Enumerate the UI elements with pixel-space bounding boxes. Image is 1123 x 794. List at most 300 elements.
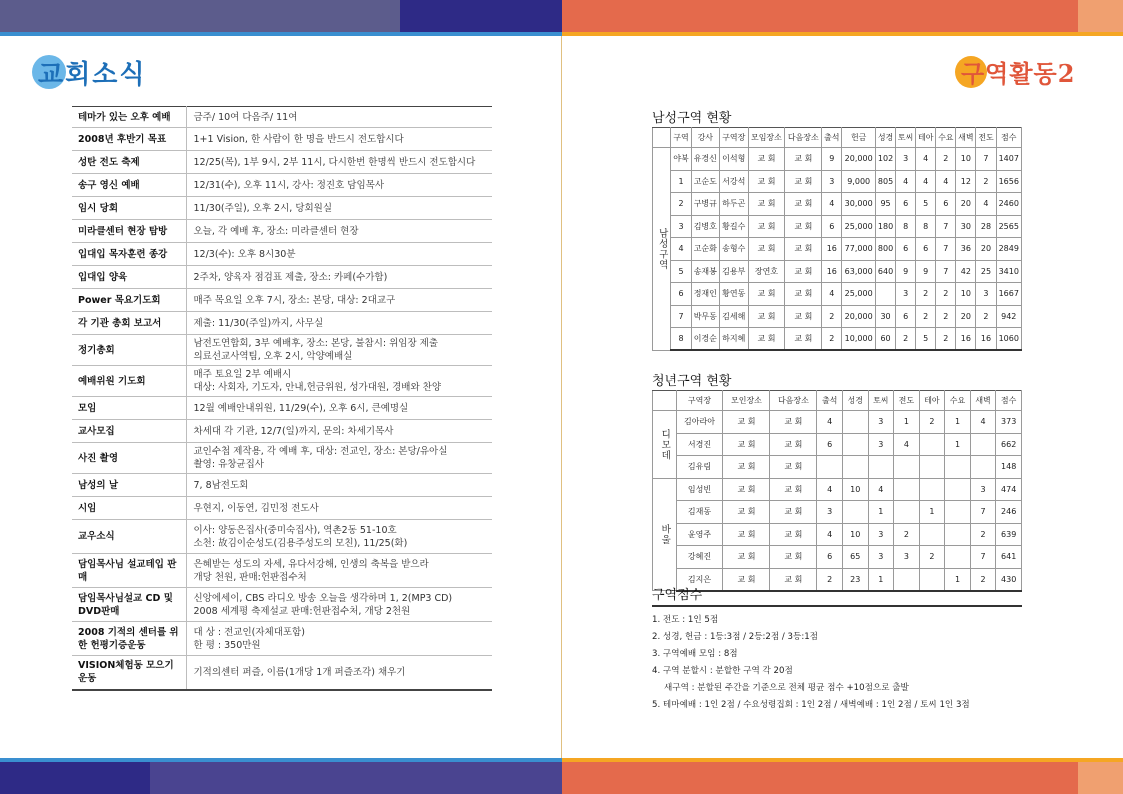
male-cell: 8 <box>671 328 691 351</box>
male-cell: 20 <box>976 238 996 261</box>
male-district-title: 남성구역 현황 <box>652 111 732 126</box>
news-detail-line: 매주 토요일 2부 예배시 <box>193 369 292 380</box>
youth-cell: 1 <box>945 411 971 434</box>
district-score-item: 2. 성경, 헌금 : 1등:3점 / 2등:2점 / 3등:1점 <box>652 632 818 642</box>
male-cell: 10,000 <box>842 328 876 351</box>
news-item-detail <box>186 588 492 622</box>
male-cell: 30 <box>956 215 976 238</box>
news-detail-line: 금주/ 10여 다음주/ 11여 <box>193 111 298 123</box>
youth-header-cell: 새벽 <box>970 391 996 411</box>
male-cell: 95 <box>876 193 896 216</box>
bottom-color-band <box>0 762 1123 794</box>
news-item-detail <box>186 220 492 243</box>
youth-cell: 교 회 <box>770 501 817 524</box>
male-group-label: 남성구역 <box>653 148 671 351</box>
male-cell: 하두곤 <box>720 193 748 216</box>
news-item-detail <box>186 312 492 335</box>
male-header-cell: 출석 <box>822 128 842 148</box>
youth-cell: 373 <box>996 411 1022 434</box>
male-cell: 10 <box>956 148 976 171</box>
male-cell: 교 회 <box>785 283 822 306</box>
news-row <box>72 366 492 397</box>
top-orange-stripe <box>562 32 1123 36</box>
youth-district-table <box>652 390 1022 592</box>
news-row <box>72 151 492 174</box>
news-item-label: 입대입 양육 <box>72 266 186 289</box>
news-item-label: 교사모집 <box>72 420 186 443</box>
youth-cell <box>894 568 920 591</box>
news-detail-line: 7, 8남전도회 <box>193 479 249 491</box>
male-cell: 2 <box>822 328 842 351</box>
news-item-detail <box>186 497 492 520</box>
news-row <box>72 443 492 474</box>
youth-cell: 교 회 <box>770 411 817 434</box>
male-header-cell: 수요 <box>936 128 956 148</box>
male-header-cell: 테아 <box>916 128 936 148</box>
youth-cell: 교 회 <box>770 546 817 569</box>
male-cell: 6 <box>671 283 691 306</box>
youth-district-row <box>653 523 1022 546</box>
news-detail-line: 2주차, 양육자 점검표 제출, 장소: 카페(수가합) <box>193 271 388 283</box>
male-cell: 5 <box>916 328 936 351</box>
male-cell: 6 <box>896 305 916 328</box>
news-item-detail <box>186 174 492 197</box>
news-detail-line: 제출: 11/30(주일)까지, 사무실 <box>193 317 324 329</box>
news-row <box>72 107 492 128</box>
male-cell: 7 <box>936 215 956 238</box>
news-item-label: VISION체험동 모으기 운동 <box>72 656 186 690</box>
male-header-cell: 점수 <box>996 128 1022 148</box>
district-activity-title: 구역활동2 <box>961 59 1076 88</box>
youth-cell: 2 <box>919 546 945 569</box>
male-cell: 9 <box>916 260 936 283</box>
news-item-label: 테마가 있는 오후 예배 <box>72 107 186 128</box>
youth-cell <box>970 456 996 479</box>
bottom-blue-stripe <box>0 758 562 762</box>
youth-district-row <box>653 568 1022 591</box>
youth-cell: 교 회 <box>770 456 817 479</box>
youth-cell: 2 <box>817 568 843 591</box>
news-row <box>72 554 492 588</box>
male-cell: 20,000 <box>842 305 876 328</box>
male-cell: 고순화 <box>691 238 719 261</box>
youth-cell: 교 회 <box>723 523 770 546</box>
youth-cell: 3 <box>868 523 894 546</box>
youth-district-row <box>653 433 1022 456</box>
male-cell: 7 <box>671 305 691 328</box>
news-row <box>72 312 492 335</box>
male-district-row <box>653 215 1022 238</box>
youth-header-cell: 토씨 <box>868 391 894 411</box>
male-header-cell: 헌금 <box>842 128 876 148</box>
youth-cell <box>842 501 868 524</box>
male-cell: 고순도 <box>691 170 719 193</box>
news-item-detail <box>186 289 492 312</box>
male-cell: 9 <box>822 148 842 171</box>
youth-cell: 662 <box>996 433 1022 456</box>
youth-cell: 4 <box>817 411 843 434</box>
male-cell: 하지혜 <box>720 328 748 351</box>
male-cell: 7 <box>976 148 996 171</box>
district-score-rule <box>652 605 1022 607</box>
district-score-title: 구역점수 <box>652 588 703 603</box>
male-cell: 4 <box>671 238 691 261</box>
male-cell: 8 <box>896 215 916 238</box>
male-district-row <box>653 170 1022 193</box>
male-cell: 2565 <box>996 215 1022 238</box>
youth-header-cell: 전도 <box>894 391 920 411</box>
news-detail-line: 우현지, 이동연, 김민정 전도사 <box>193 502 319 514</box>
male-cell <box>876 283 896 306</box>
youth-cell: 4 <box>868 478 894 501</box>
news-item-detail <box>186 474 492 497</box>
news-detail-line: 교인수첩 제작용, 각 예배 후, 대상: 전교인, 장소: 본당/유아실 <box>193 446 448 457</box>
male-cell: 4 <box>916 148 936 171</box>
male-cell: 805 <box>876 170 896 193</box>
male-cell: 77,000 <box>842 238 876 261</box>
youth-cell <box>842 433 868 456</box>
male-cell: 4 <box>822 193 842 216</box>
news-item-detail <box>186 656 492 690</box>
youth-cell: 4 <box>970 411 996 434</box>
youth-cell: 강혜진 <box>676 546 723 569</box>
male-cell: 장연호 <box>748 260 785 283</box>
male-cell: 16 <box>976 328 996 351</box>
youth-cell: 김유림 <box>676 456 723 479</box>
news-detail-line: 은혜받는 성도의 자세, 유다서강해, 인생의 축복을 받으라 <box>193 558 429 570</box>
youth-cell: 윤영주 <box>676 523 723 546</box>
youth-cell: 김아라아 <box>676 411 723 434</box>
news-detail-line: 대 상 : 전교인(자체대포함) <box>193 626 305 638</box>
youth-cell: 임성빈 <box>676 478 723 501</box>
youth-cell: 교 회 <box>770 568 817 591</box>
youth-cell: 6 <box>817 546 843 569</box>
news-row <box>72 588 492 622</box>
male-cell: 교 회 <box>785 328 822 351</box>
youth-cell: 641 <box>996 546 1022 569</box>
youth-cell: 1 <box>868 568 894 591</box>
youth-cell: 교 회 <box>723 433 770 456</box>
male-cell: 3 <box>896 148 916 171</box>
youth-cell <box>945 456 971 479</box>
male-cell: 1060 <box>996 328 1022 351</box>
news-detail-line: 차세대 각 기관, 12/7(일)까지, 문의: 차세기목사 <box>193 425 394 437</box>
male-cell: 63,000 <box>842 260 876 283</box>
youth-cell <box>919 523 945 546</box>
district-score-item: 4. 구역 분할시 : 분할한 구역 각 20점 <box>652 666 793 676</box>
male-cell: 7 <box>936 260 956 283</box>
youth-cell: 1 <box>868 501 894 524</box>
male-cell: 교 회 <box>748 305 785 328</box>
youth-cell <box>919 433 945 456</box>
news-item-label: 2008년 후반기 목표 <box>72 128 186 151</box>
male-district-table <box>652 127 1022 351</box>
news-detail-line: 한 평 : 350만원 <box>193 639 261 651</box>
male-cell: 2 <box>976 305 996 328</box>
news-row <box>72 128 492 151</box>
news-item-detail <box>186 443 492 474</box>
youth-cell: 23 <box>842 568 868 591</box>
male-cell: 유경신 <box>691 148 719 171</box>
news-item-label: 2008 기적의 센터를 위한 헌평기증운동 <box>72 622 186 656</box>
youth-cell: 65 <box>842 546 868 569</box>
news-detail-line: 촬영: 유창균집사 <box>193 459 264 470</box>
youth-cell <box>842 456 868 479</box>
youth-header-cell: 구역장 <box>676 391 723 411</box>
male-cell: 3 <box>896 283 916 306</box>
news-detail-line: 기적의센터 퍼즐, 이름(1개당 1개 퍼즐조각) 채우기 <box>193 666 406 678</box>
male-cell: 102 <box>876 148 896 171</box>
male-header-cell: 토씨 <box>896 128 916 148</box>
news-row <box>72 220 492 243</box>
page-spine <box>561 36 562 758</box>
news-item-detail <box>186 622 492 656</box>
news-item-label: 정기총회 <box>72 335 186 366</box>
male-district-row <box>653 260 1022 283</box>
youth-cell: 430 <box>996 568 1022 591</box>
male-district-row <box>653 305 1022 328</box>
male-cell: 야북 <box>671 148 691 171</box>
youth-header-cell: 점수 <box>996 391 1022 411</box>
news-row <box>72 266 492 289</box>
youth-header-cell: 성경 <box>842 391 868 411</box>
male-cell: 2 <box>916 305 936 328</box>
youth-cell: 교 회 <box>723 456 770 479</box>
male-cell: 교 회 <box>748 148 785 171</box>
news-detail-line: 오늘, 각 예배 후, 장소: 미라클센터 현장 <box>193 225 359 237</box>
male-cell: 28 <box>976 215 996 238</box>
news-row <box>72 497 492 520</box>
male-cell: 640 <box>876 260 896 283</box>
male-cell: 1667 <box>996 283 1022 306</box>
youth-cell <box>842 411 868 434</box>
youth-cell: 3 <box>894 546 920 569</box>
youth-cell: 교 회 <box>770 433 817 456</box>
male-cell: 2 <box>822 305 842 328</box>
youth-cell: 김지은 <box>676 568 723 591</box>
youth-cell <box>919 456 945 479</box>
male-cell: 3 <box>976 283 996 306</box>
male-cell: 1 <box>671 170 691 193</box>
male-header-cell: 구역 <box>671 128 691 148</box>
youth-district-title: 청년구역 현황 <box>652 374 732 389</box>
youth-group-label: 디모데 <box>653 411 677 479</box>
male-cell: 송형수 <box>720 238 748 261</box>
youth-cell <box>945 546 971 569</box>
male-cell: 교 회 <box>748 170 785 193</box>
news-detail-line: 개당 천원, 판매:헌판접수처 <box>193 571 307 583</box>
male-header-cell: 전도 <box>976 128 996 148</box>
male-cell: 6 <box>896 193 916 216</box>
male-cell: 5 <box>916 193 936 216</box>
male-cell: 16 <box>822 260 842 283</box>
youth-cell: 1 <box>945 433 971 456</box>
news-detail-line: 11/30(주일), 오후 2시, 당회원실 <box>193 202 333 214</box>
news-item-label: 남성의 날 <box>72 474 186 497</box>
youth-district-row <box>653 478 1022 501</box>
youth-cell: 서경진 <box>676 433 723 456</box>
news-row <box>72 174 492 197</box>
news-detail-line: 소천: 故김이순성도(김용주성도의 모친), 11/25(화) <box>193 537 408 549</box>
male-cell: 2 <box>936 305 956 328</box>
male-cell: 6 <box>896 238 916 261</box>
district-score-list <box>652 612 1022 714</box>
youth-cell: 10 <box>842 478 868 501</box>
male-cell: 송재봉 <box>691 260 719 283</box>
male-cell: 25,000 <box>842 215 876 238</box>
news-detail-line: 이사: 양동은집사(중미숙집사), 역촌2동 51-10호 <box>193 524 397 536</box>
male-cell: 9,000 <box>842 170 876 193</box>
youth-cell: 246 <box>996 501 1022 524</box>
youth-cell: 3 <box>817 501 843 524</box>
male-cell: 황길수 <box>720 215 748 238</box>
news-row <box>72 420 492 443</box>
male-cell: 3 <box>822 170 842 193</box>
news-item-detail <box>186 266 492 289</box>
news-item-detail <box>186 554 492 588</box>
male-cell: 12 <box>956 170 976 193</box>
male-cell: 6 <box>916 238 936 261</box>
male-cell: 서강석 <box>720 170 748 193</box>
male-cell: 30 <box>876 305 896 328</box>
news-item-detail <box>186 107 492 128</box>
youth-cell: 교 회 <box>723 501 770 524</box>
youth-cell: 1 <box>894 411 920 434</box>
news-detail-line: 12월 예배안내위원, 11/29(수), 오후 6시, 큰예명실 <box>193 402 409 414</box>
male-cell: 36 <box>956 238 976 261</box>
youth-cell: 3 <box>970 478 996 501</box>
male-header-cell: 모임장소 <box>748 128 785 148</box>
news-detail-line: 남전도연합회, 3부 예배후, 장소: 본당, 불참시: 위임장 제출 <box>193 338 439 349</box>
youth-group-label: 바울 <box>653 478 677 591</box>
youth-cell: 교 회 <box>770 478 817 501</box>
male-cell: 교 회 <box>785 215 822 238</box>
male-cell: 4 <box>822 283 842 306</box>
male-cell: 구병규 <box>691 193 719 216</box>
male-header-cell: 강사 <box>691 128 719 148</box>
news-item-label: 교우소식 <box>72 520 186 554</box>
news-item-label: 미라클센터 현장 탐방 <box>72 220 186 243</box>
news-row <box>72 474 492 497</box>
youth-cell: 김재동 <box>676 501 723 524</box>
news-item-label: 각 기관 총회 보고서 <box>72 312 186 335</box>
youth-cell <box>945 501 971 524</box>
news-item-label: 입대입 목자훈련 종강 <box>72 243 186 266</box>
youth-cell: 2 <box>970 568 996 591</box>
church-news-table <box>72 106 492 691</box>
male-cell: 800 <box>876 238 896 261</box>
youth-cell: 교 회 <box>723 546 770 569</box>
youth-cell: 7 <box>970 546 996 569</box>
news-row <box>72 397 492 420</box>
male-cell: 3 <box>671 215 691 238</box>
youth-cell: 3 <box>868 546 894 569</box>
youth-cell: 10 <box>842 523 868 546</box>
male-cell: 7 <box>936 238 956 261</box>
youth-cell <box>894 478 920 501</box>
youth-cell: 6 <box>817 433 843 456</box>
youth-cell: 교 회 <box>723 568 770 591</box>
news-item-label: 예배위원 기도회 <box>72 366 186 397</box>
male-cell: 6 <box>936 193 956 216</box>
male-cell: 교 회 <box>785 305 822 328</box>
news-item-label: 담임목사님 설교테입 판매 <box>72 554 186 588</box>
male-cell: 4 <box>976 193 996 216</box>
youth-cell <box>868 456 894 479</box>
bottom-orange-stripe <box>562 758 1123 762</box>
male-district-row <box>653 193 1022 216</box>
male-cell: 180 <box>876 215 896 238</box>
male-cell: 4 <box>896 170 916 193</box>
district-score-item: 5. 테마예배 : 1인 2점 / 수요성령집회 : 1인 2점 / 새벽예배 : 1인 2점 / 토씨 1인 3점 <box>652 700 970 710</box>
male-cell: 2 <box>671 193 691 216</box>
youth-cell <box>945 478 971 501</box>
news-item-label: 성탄 전도 축제 <box>72 151 186 174</box>
youth-cell <box>894 456 920 479</box>
male-cell: 3410 <box>996 260 1022 283</box>
news-row <box>72 656 492 690</box>
youth-header-cell: 출석 <box>817 391 843 411</box>
youth-district-row <box>653 456 1022 479</box>
youth-cell <box>817 456 843 479</box>
male-cell: 2849 <box>996 238 1022 261</box>
youth-district-row <box>653 411 1022 434</box>
youth-cell: 2 <box>919 411 945 434</box>
male-cell: 20 <box>956 193 976 216</box>
news-item-label: 시임 <box>72 497 186 520</box>
male-header-cell: 성경 <box>876 128 896 148</box>
youth-cell: 4 <box>817 478 843 501</box>
youth-district-row <box>653 501 1022 524</box>
youth-cell: 3 <box>868 433 894 456</box>
male-header-cell: 구역장 <box>720 128 748 148</box>
youth-cell: 7 <box>970 501 996 524</box>
male-cell: 2 <box>976 170 996 193</box>
youth-cell <box>919 568 945 591</box>
top-blue-stripe <box>0 32 562 36</box>
male-cell: 25,000 <box>842 283 876 306</box>
news-detail-line: 12/31(수), 오후 11시, 강사: 정진호 담임목사 <box>193 179 385 191</box>
top-color-band <box>0 0 1123 32</box>
news-item-label: 사진 촬영 <box>72 443 186 474</box>
male-cell: 9 <box>896 260 916 283</box>
news-item-label: 송구 영신 예배 <box>72 174 186 197</box>
male-header-cell: 새벽 <box>956 128 976 148</box>
male-cell: 교 회 <box>785 170 822 193</box>
youth-header-cell: 모인장소 <box>723 391 770 411</box>
youth-cell: 474 <box>996 478 1022 501</box>
male-cell: 6 <box>822 215 842 238</box>
male-cell: 4 <box>936 170 956 193</box>
news-item-detail <box>186 420 492 443</box>
male-cell: 20 <box>956 305 976 328</box>
male-cell: 김용부 <box>720 260 748 283</box>
male-cell: 1407 <box>996 148 1022 171</box>
news-row <box>72 335 492 366</box>
male-cell: 이경순 <box>691 328 719 351</box>
male-cell: 교 회 <box>748 238 785 261</box>
male-cell: 교 회 <box>748 328 785 351</box>
male-cell: 16 <box>956 328 976 351</box>
news-item-label: Power 목요기도회 <box>72 289 186 312</box>
male-cell: 박무동 <box>691 305 719 328</box>
news-detail-line: 매주 목요일 오후 7시, 장소: 본당, 대상: 2대교구 <box>193 294 396 306</box>
male-cell: 김병호 <box>691 215 719 238</box>
news-detail-line: 1+1 Vision, 한 사람이 한 명을 반드시 전도합시다 <box>193 133 404 145</box>
male-header-blank <box>653 128 671 148</box>
male-cell: 황연동 <box>720 283 748 306</box>
news-row <box>72 289 492 312</box>
